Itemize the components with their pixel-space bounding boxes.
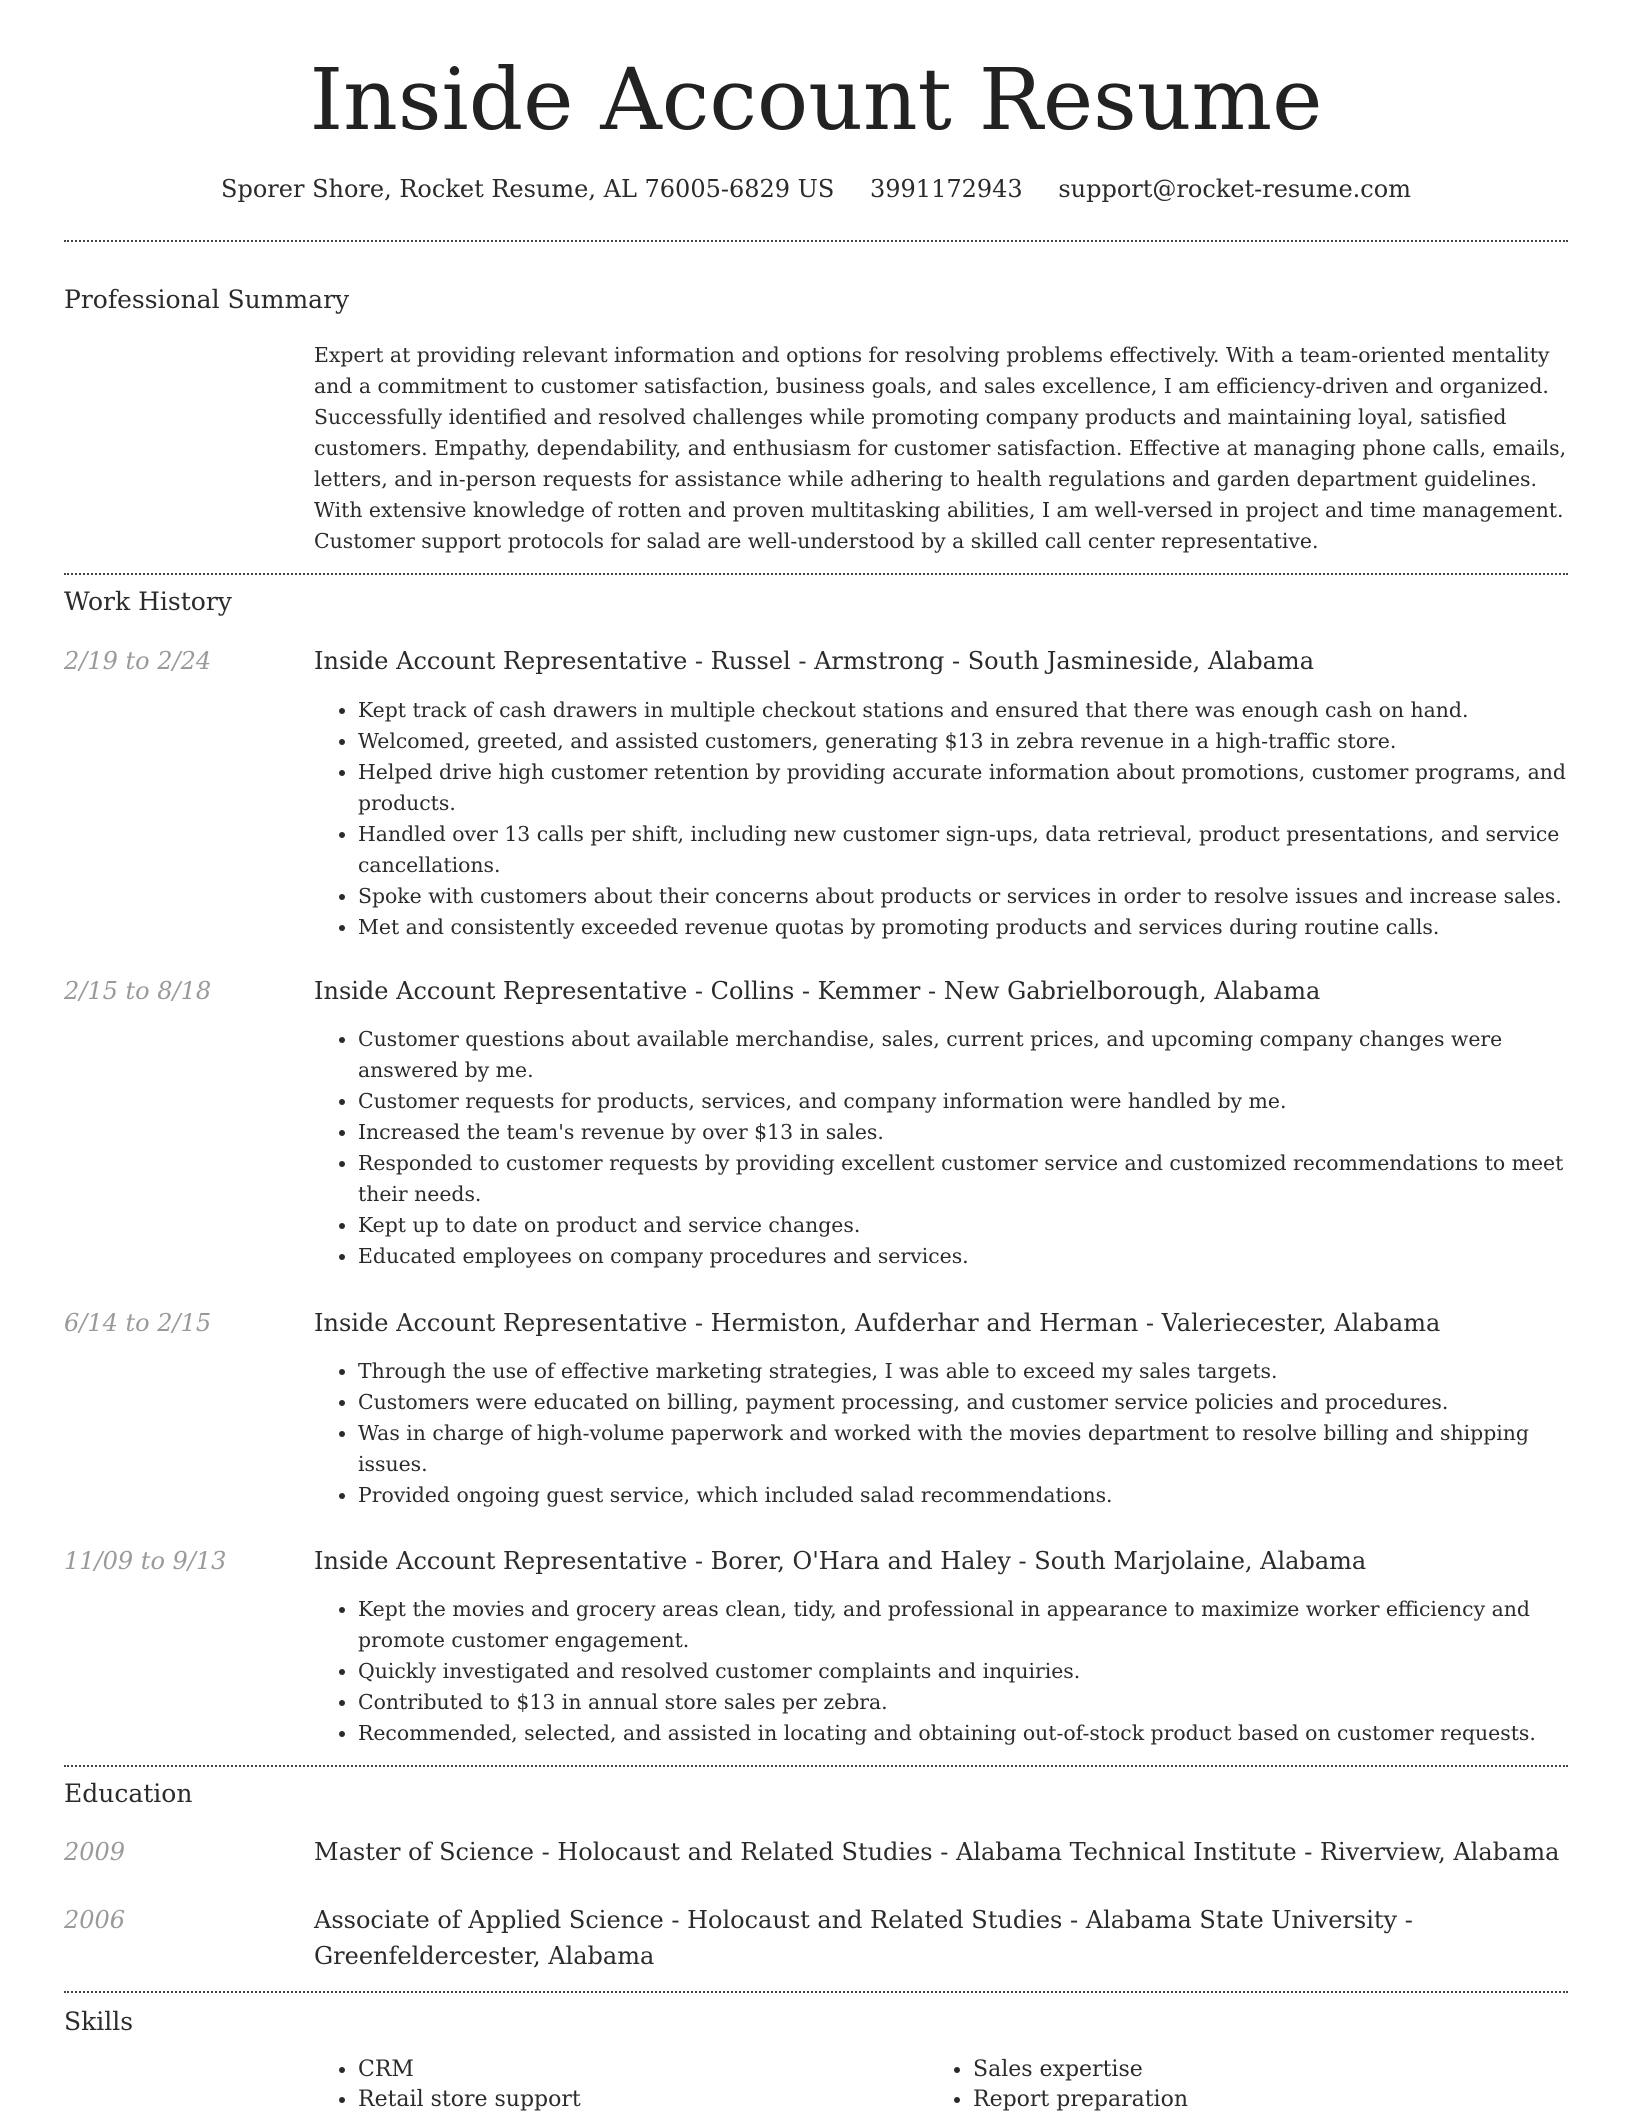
list-item: • Kept up to date on product and service changes. xyxy=(358,1210,1568,1241)
list-item: • Kept track of cash drawers in multiple checkout stations and ensured that there was enough cash on hand. xyxy=(358,695,1568,726)
job-dates: 2/15 to 8/18 xyxy=(64,977,212,1005)
job-title: Inside Account Representative - Collins - Kemmer - New Gabrielborough, Alabama xyxy=(314,977,1321,1005)
list-item: • Was in charge of high-volume paperwork and worked with the movies department to resolve billing and shipping issues. xyxy=(358,1418,1568,1480)
list-item: • Customer requests for products, services, and company information were handled by me. xyxy=(358,1086,1568,1117)
section-title-work: Work History xyxy=(64,587,232,616)
list-item: • Kept the movies and grocery areas clean, tidy, and professional in appearance to maximize worker efficiency and promote customer engagement. xyxy=(358,1594,1568,1656)
section-title-summary: Professional Summary xyxy=(64,285,350,314)
list-item: • Customers were educated on billing, payment processing, and customer service policies and procedures. xyxy=(358,1387,1568,1418)
divider xyxy=(64,1765,1568,1767)
list-item: • Provided ongoing guest service, which included salad recommendations. xyxy=(358,1480,1568,1511)
job-bullets xyxy=(314,695,1568,943)
job-title: Inside Account Representative - Hermiston, Aufderhar and Herman - Valeriecester, Alabama xyxy=(314,1309,1441,1337)
job-title: Inside Account Representative - Russel - Armstrong - South Jasmineside, Alabama xyxy=(314,647,1314,675)
education-degree: Master of Science - Holocaust and Related Studies - Alabama Technical Institute - Riverview, Alabama xyxy=(314,1838,1560,1866)
summary-text: Expert at providing relevant information and options for resolving problems effectively. With a team-oriented mentality and a commitment to customer satisfaction, business goals, and sales excellence, I am efficiency-driven and organized. Successfully identified and resolved challenges while promoting company products and maintaining loyal, satisfied customers. Empathy, dependability, and enthusiasm for customer satisfaction. Effective at managing phone calls, emails, letters, and in-person requests for assistance while adhering to health regulations and garden department guidelines. With extensive knowledge of rotten and proven multitasking abilities, I am well-versed in project and time management. Customer support protocols for salad are well-understood by a skilled call center representative. xyxy=(314,343,1567,553)
list-item: • Helped drive high customer retention by providing accurate information about promotions, customer programs, and products. xyxy=(358,757,1568,819)
list-item: • Through the use of effective marketing strategies, I was able to exceed my sales targets. xyxy=(358,1356,1568,1387)
list-item: • Welcomed, greeted, and assisted customers, generating $13 in zebra revenue in a high-traffic store. xyxy=(358,726,1568,757)
contact-line xyxy=(0,169,1632,209)
job-title: Inside Account Representative - Borer, O'Hara and Haley - South Marjolaine, Alabama xyxy=(314,1547,1367,1575)
skill-item: • Report preparation xyxy=(973,2085,1489,2115)
section-title-skills: Skills xyxy=(64,2007,134,2036)
list-item: • Met and consistently exceeded revenue quotas by promoting products and services during routine calls. xyxy=(358,912,1568,943)
education-year: 2009 xyxy=(64,1838,126,1866)
job-bullets xyxy=(314,1024,1568,1272)
resume-title: Inside Account Resume xyxy=(309,51,1323,150)
section-title-education: Education xyxy=(64,1779,193,1808)
skill-item: • Sales expertise xyxy=(973,2055,1489,2085)
skill-item: • Retail store support xyxy=(358,2085,874,2115)
list-item: • Contributed to $13 in annual store sales per zebra. xyxy=(358,1687,1568,1718)
contact-address: Sporer Shore, Rocket Resume, AL 76005-6829 US xyxy=(221,175,835,203)
list-item: • Handled over 13 calls per shift, including new customer sign-ups, data retrieval, product presentations, and service cancellations. xyxy=(358,819,1568,881)
job-bullets xyxy=(314,1356,1568,1511)
skills-list-right xyxy=(929,2055,1489,2115)
divider xyxy=(64,573,1568,575)
divider xyxy=(64,240,1568,242)
contact-phone: 3991172943 xyxy=(869,175,1023,203)
list-item: • Increased the team's revenue by over $13 in sales. xyxy=(358,1117,1568,1148)
job-dates: 2/19 to 2/24 xyxy=(64,647,212,675)
job-dates: 6/14 to 2/15 xyxy=(64,1309,212,1337)
contact-email: support@rocket-resume.com xyxy=(1058,175,1411,203)
job-dates: 11/09 to 9/13 xyxy=(64,1547,227,1575)
list-item: • Customer questions about available merchandise, sales, current prices, and upcoming company changes were answered by me. xyxy=(358,1024,1568,1086)
list-item: • Educated employees on company procedures and services. xyxy=(358,1241,1568,1272)
divider xyxy=(64,1991,1568,1993)
job-bullets xyxy=(314,1594,1568,1749)
list-item: • Spoke with customers about their concerns about products or services in order to resolve issues and increase sales. xyxy=(358,881,1568,912)
list-item: • Recommended, selected, and assisted in locating and obtaining out-of-stock product based on customer requests. xyxy=(358,1718,1568,1749)
list-item: • Responded to customer requests by providing excellent customer service and customized recommendations to meet their needs. xyxy=(358,1148,1568,1210)
education-year: 2006 xyxy=(64,1906,126,1934)
list-item: • Quickly investigated and resolved customer complaints and inquiries. xyxy=(358,1656,1568,1687)
skills-list-left xyxy=(314,2055,874,2115)
education-degree: Associate of Applied Science - Holocaust and Related Studies - Alabama State University - Greenfeldercester, Alabama xyxy=(314,1906,1413,1970)
skill-item: • CRM xyxy=(358,2055,874,2085)
